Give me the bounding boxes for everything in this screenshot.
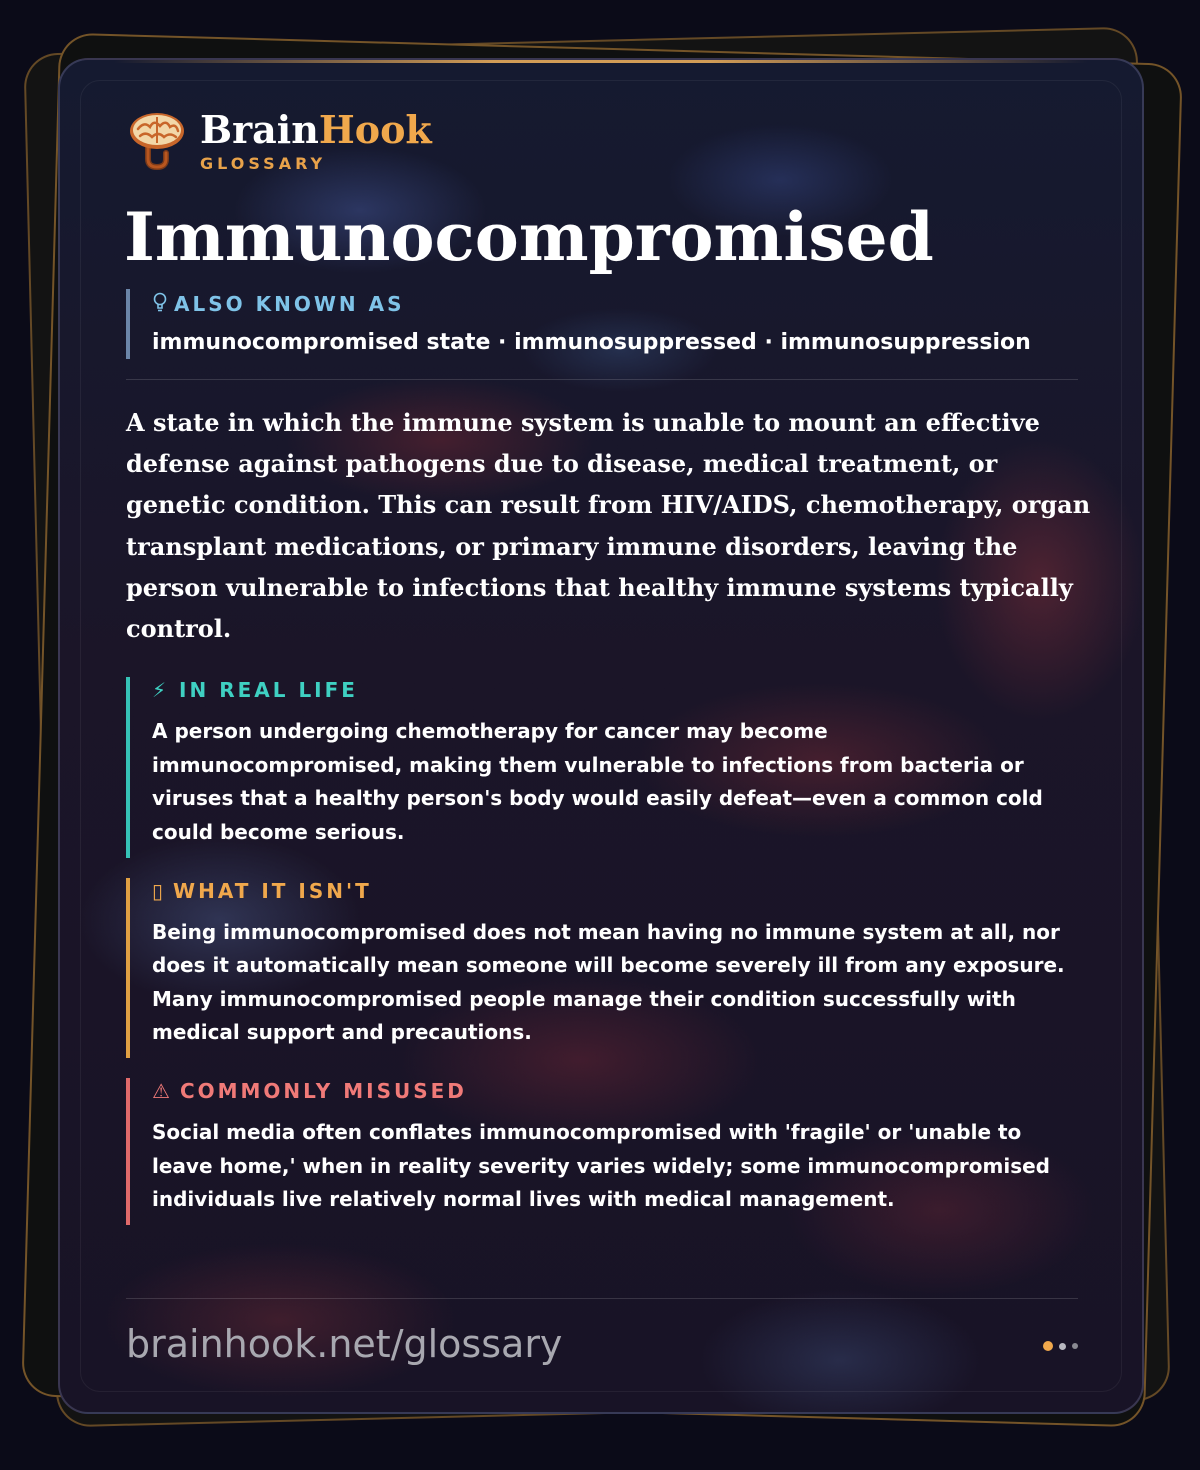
card-content: [124, 100, 1091, 1225]
what-it-isnt-label-text: WHAT IT ISN'T: [173, 878, 372, 903]
in-real-life-label: [152, 677, 1078, 703]
what-it-isnt-label: [152, 878, 1078, 904]
in-real-life-section: [126, 677, 1078, 857]
lightbulb-icon: [152, 292, 168, 314]
also-known-as-terms: immunocompromised state · immunosuppressed · immunosuppression: [152, 330, 1031, 355]
pagination-dot[interactable]: [1059, 1343, 1066, 1350]
warning-icon: ⚠: [152, 1078, 170, 1103]
brand-name: [200, 108, 432, 152]
what-it-isnt-body: Being immunocompromised does not mean having no immune system at all, nor does it automatically mean someone will become severely ill from any exposure. Many immunocompromised people manage their condition successfully with medical support and precautions.: [152, 919, 1065, 1045]
in-real-life-body: A person undergoing chemotherapy for cancer may become immunocompromised, making them vulnerable to infections from bacteria or viruses that a healthy person's body would easily defeat—even a common cold could become serious.: [152, 719, 1043, 844]
in-real-life-label-text: IN REAL LIFE: [179, 678, 358, 703]
footer-url-link[interactable]: brainhook.net/glossary: [126, 1322, 563, 1366]
also-known-as-label-text: ALSO KNOWN AS: [174, 292, 405, 316]
brand-subtitle: GLOSSARY: [200, 153, 327, 173]
section-divider: [126, 379, 1078, 380]
card-footer: [126, 1298, 1078, 1389]
glossary-term-title: Immunocompromised: [124, 198, 934, 276]
brain-hook-logo-icon: [126, 109, 188, 171]
brand-name-accent: Hook: [318, 106, 432, 152]
also-known-as-block: [126, 289, 1078, 359]
pagination-dots: [1037, 1341, 1078, 1351]
pagination-dot-active[interactable]: [1043, 1341, 1053, 1351]
what-it-isnt-section: [126, 878, 1078, 1058]
brand-header: [126, 100, 1078, 180]
also-known-as-label: [152, 291, 1078, 317]
commonly-misused-label: [152, 1078, 1078, 1104]
commonly-misused-section: [126, 1078, 1078, 1225]
pagination-dot[interactable]: [1072, 1343, 1078, 1349]
commonly-misused-body: Social media often conflates immunocompromised with 'fragile' or 'unable to leave home,' when in reality severity varies widely; some immunocompromised individuals live relatively normal lives with medical management.: [152, 1119, 1050, 1212]
lightning-icon: ⚡: [152, 678, 170, 703]
term-definition: A state in which the immune system is unable to mount an effective defense against pathogens due to disease, medical treatment, or genetic condition. This can result from HIV/AIDS, chemotherapy, organ transplant medications, or primary immune disorders, leaving the person vulnerable to infections that healthy immune systems typically control.: [126, 408, 1091, 644]
unknown-glyph-icon: ▯: [152, 878, 164, 903]
glossary-card: [58, 58, 1144, 1414]
commonly-misused-label-text: COMMONLY MISUSED: [179, 1078, 467, 1103]
brand-name-primary: Brain: [200, 106, 319, 152]
